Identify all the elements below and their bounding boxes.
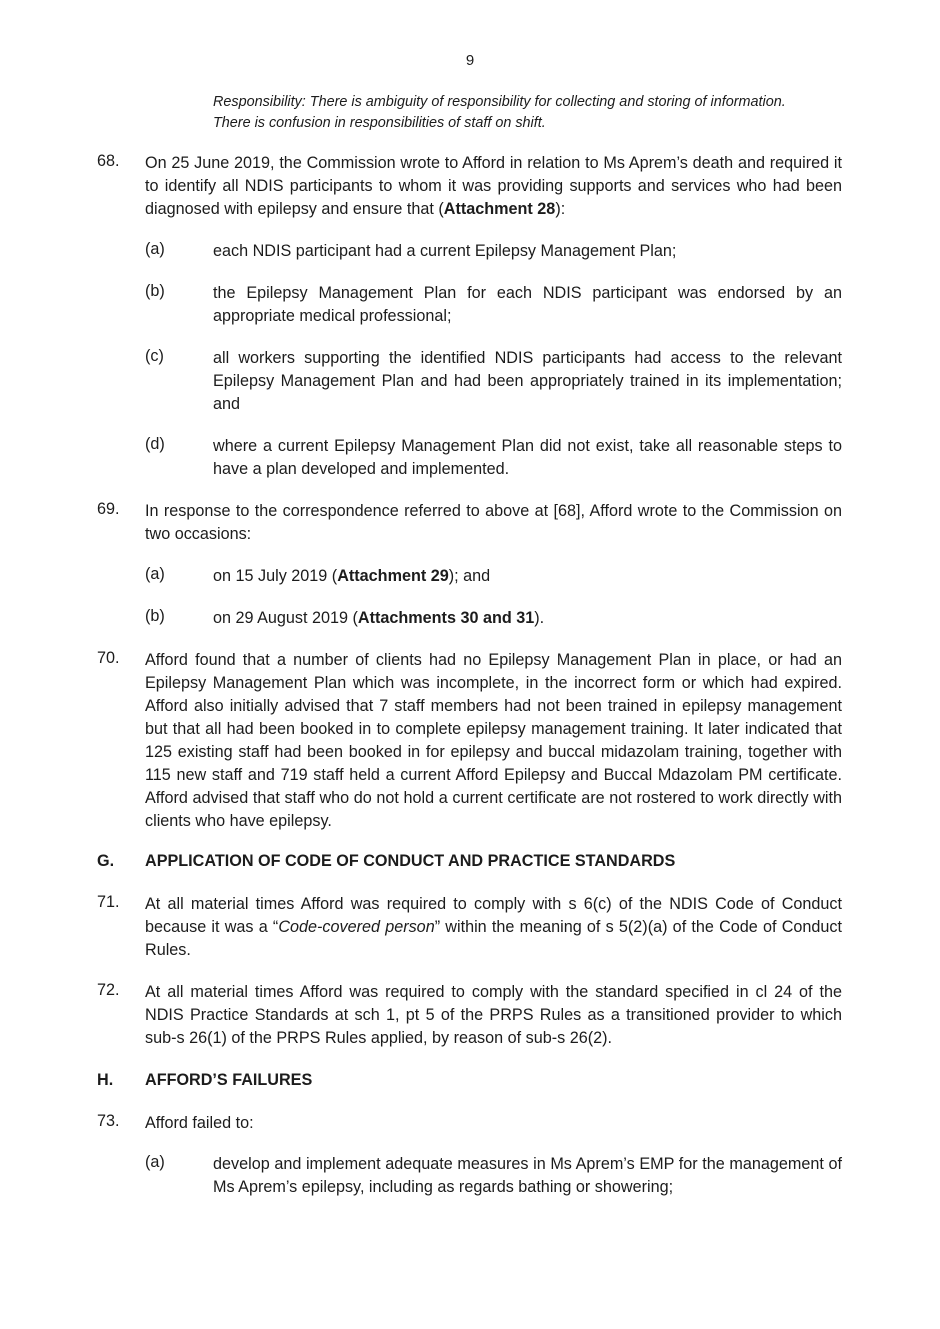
text-segment: ): bbox=[555, 200, 566, 218]
paragraph-68 bbox=[97, 152, 842, 221]
attachment-ref: Attachments 30 and 31 bbox=[357, 609, 535, 627]
subparagraph-text: all workers supporting the identified NDIS participants had access to the relevant Epilepsy Management Plan and had been appropriately trained in its implementation; and bbox=[213, 349, 842, 413]
paragraph-text bbox=[145, 152, 842, 221]
subparagraph-text: each NDIS participant had a current Epilepsy Management Plan; bbox=[213, 242, 677, 260]
attachment-ref: Attachment 29 bbox=[337, 567, 449, 585]
paragraph-text: Afford found that a number of clients had no Epilepsy Management Plan in place, or had an Epilepsy Management Plan which was incomplete, in the incorrect form or which had expired. Afford also initially advised that 7 staff members had not been trained in epilepsy management but that all had been booked in to complete epilepsy management training. It later indicated that 125 existing staff had been booked in for epilepsy and buccal midazolam training, together with 115 new staff and 719 staff held a current Afford Epilepsy and Buccal Mdazolam PM certificate. Afford advised that staff who do not hold a current certificate are not rostered to work directly with clients who have epilepsy. bbox=[145, 651, 842, 830]
quote-line-2: There is confusion in responsibilities of staff on shift. bbox=[213, 114, 546, 131]
paragraph-number: 68. bbox=[97, 152, 120, 170]
subparagraph-text bbox=[213, 607, 842, 630]
quote-line-1: Responsibility: There is ambiguity of responsibility for collecting and storing of information. bbox=[213, 94, 786, 110]
paragraph-69 bbox=[97, 500, 842, 546]
text-segment: ). bbox=[534, 609, 545, 627]
section-title: AFFORD’S FAILURES bbox=[145, 1071, 313, 1089]
subparagraph-label: (d) bbox=[145, 435, 165, 453]
paragraph-text bbox=[145, 893, 842, 962]
subparagraph-68c bbox=[145, 347, 842, 416]
subparagraph-69b bbox=[145, 607, 842, 630]
section-label: H. bbox=[97, 1071, 114, 1089]
responsibility-quote bbox=[213, 92, 843, 133]
paragraph-number: 71. bbox=[97, 893, 120, 911]
subparagraph-label: (b) bbox=[145, 282, 165, 300]
subparagraph-73a bbox=[145, 1153, 842, 1199]
subparagraph-68b bbox=[145, 282, 842, 328]
text-segment: ); and bbox=[448, 567, 491, 585]
paragraph-70 bbox=[97, 649, 842, 833]
subparagraph-label: (c) bbox=[145, 347, 164, 365]
subparagraph-label: (a) bbox=[145, 1153, 165, 1171]
paragraph-73 bbox=[97, 1112, 842, 1135]
subparagraph-69a bbox=[145, 565, 842, 588]
defined-term: Code-covered person bbox=[278, 918, 435, 936]
paragraph-text: Afford failed to: bbox=[145, 1114, 254, 1132]
attachment-ref: Attachment 28 bbox=[443, 200, 556, 218]
subparagraph-text: develop and implement adequate measures in Ms Aprem’s EMP for the management of Ms Aprem’s epilepsy, including as regards bathing or showering; bbox=[213, 1155, 842, 1196]
text-segment: on 15 July 2019 ( bbox=[213, 567, 338, 585]
text-segment: At all material times Afford was required to comply with s 6(c) of the NDIS Code of Conduct because it was a “ bbox=[145, 895, 842, 936]
subparagraph-label: (a) bbox=[145, 240, 165, 258]
subparagraph-text bbox=[213, 565, 842, 588]
subparagraph-text: where a current Epilepsy Management Plan did not exist, take all reasonable steps to have a plan developed and implemented. bbox=[213, 437, 842, 478]
text-segment: ” within the meaning of s 5(2)(a) of the Code of Conduct Rules. bbox=[145, 918, 843, 959]
paragraph-71 bbox=[97, 893, 842, 962]
paragraph-number: 70. bbox=[97, 649, 120, 667]
paragraph-number: 72. bbox=[97, 981, 120, 999]
page-number: 9 bbox=[465, 52, 475, 69]
subparagraph-label: (b) bbox=[145, 607, 165, 625]
subparagraph-text: the Epilepsy Management Plan for each NDIS participant was endorsed by an appropriate medical professional; bbox=[213, 284, 842, 325]
paragraph-number: 73. bbox=[97, 1112, 120, 1130]
text-segment: On 25 June 2019, the Commission wrote to Afford in relation to Ms Aprem’s death and required it to identify all NDIS participants to whom it was providing supports and services who had been diagnosed with epilepsy and ensure that ( bbox=[145, 154, 842, 218]
subparagraph-68a bbox=[145, 240, 842, 263]
paragraph-text: At all material times Afford was required to comply with the standard specified in cl 24 of the NDIS Practice Standards at sch 1, pt 5 of the PRPS Rules as a transitioned provider to which sub-s 26(1) of the PRPS Rules applied, by reason of sub-s 26(2). bbox=[145, 983, 842, 1047]
paragraph-number: 69. bbox=[97, 500, 120, 518]
section-label: G. bbox=[97, 852, 115, 870]
subparagraph-label: (a) bbox=[145, 565, 165, 583]
section-title: APPLICATION OF CODE OF CONDUCT AND PRACTICE STANDARDS bbox=[145, 852, 676, 870]
paragraph-72 bbox=[97, 981, 842, 1050]
text-segment: on 29 August 2019 ( bbox=[213, 609, 358, 627]
paragraph-text: In response to the correspondence referred to above at [68], Afford wrote to the Commission on two occasions: bbox=[145, 502, 842, 543]
subparagraph-68d bbox=[145, 435, 842, 481]
